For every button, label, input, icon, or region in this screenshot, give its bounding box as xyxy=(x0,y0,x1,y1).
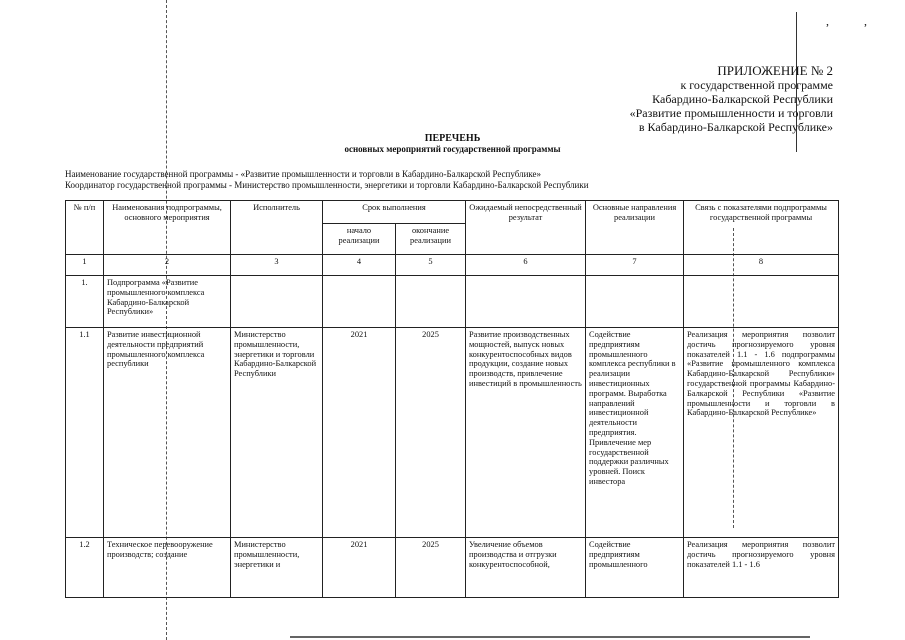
row-link: Реализация мероприятия позволит достичь прогнозируемого уровня показателей 1.1 - 1.6 xyxy=(684,538,839,598)
table-row xyxy=(66,328,839,538)
header-period: Срок выполнения xyxy=(323,201,466,224)
col-number: 7 xyxy=(586,255,684,276)
appendix-title: ПРИЛОЖЕНИЕ № 2 xyxy=(717,63,833,78)
row-start xyxy=(323,276,396,328)
row-name: Развитие инвестиционной деятельности предприятий промышленного комплекса республики xyxy=(104,328,231,538)
appendix-line: «Развитие промышленности и торговли xyxy=(629,106,833,120)
row-link xyxy=(684,276,839,328)
row-result xyxy=(466,276,586,328)
row-name: Техническое перевооружение производств; создание xyxy=(104,538,231,598)
next-page-bleed xyxy=(290,630,810,638)
program-name: Наименование государственной программы - «Развитие промышленности и торговли в Кабардино-Балкарской Республике» xyxy=(65,169,542,179)
header-directions: Основные направления реализации xyxy=(586,201,684,255)
appendix-line: к государственной программе xyxy=(680,78,833,92)
header-num: № п/п xyxy=(66,201,104,255)
row-end: 2025 xyxy=(396,328,466,538)
header-link: Связь с показателями подпрограммы государственной программы xyxy=(684,201,839,255)
row-directions: Содействие предприятиям промышленного комплекса республики в реализации инвестиционных программ. Выработка направлений инвестиционной деятельности предприятия. Привлечение мер государственной поддержки различных уровней. Поиск инвестора xyxy=(586,328,684,538)
col-number: 6 xyxy=(466,255,586,276)
header-end: окончание реализации xyxy=(396,224,466,255)
row-num: 1.2 xyxy=(66,538,104,598)
column-number-row xyxy=(66,255,839,276)
row-executor xyxy=(231,276,323,328)
row-num: 1.1 xyxy=(66,328,104,538)
row-end: 2025 xyxy=(396,538,466,598)
row-directions xyxy=(586,276,684,328)
header-name: Наименования подпрограммы, основного мероприятия xyxy=(104,201,231,255)
scan-dot: , xyxy=(826,14,829,28)
col-number: 3 xyxy=(231,255,323,276)
row-link: Реализация мероприятия позволит достичь прогнозируемого уровня показателей 1.1 - 1.6 подпрограммы «Развитие промышленного комплекса Кабардино-Балкарской Республики» государственной программы Кабардино-Балкарской Республики «Развитие промышленности и торговли в Кабардино-Балкарской Республике» xyxy=(684,328,839,538)
title-main: ПЕРЕЧЕНЬ xyxy=(424,133,481,144)
row-start: 2021 xyxy=(323,538,396,598)
program-meta xyxy=(65,169,589,191)
row-name: Подпрограмма «Развитие промышленного комплекса Кабардино-Балкарской Республики» xyxy=(104,276,231,328)
activities-table xyxy=(65,200,839,598)
row-executor: Министерство промышленности, энергетики и xyxy=(231,538,323,598)
header-result: Ожидаемый непосредственный результат xyxy=(466,201,586,255)
table-row xyxy=(66,538,839,598)
col-number: 1 xyxy=(66,255,104,276)
header-start: начало реализации xyxy=(323,224,396,255)
document-title xyxy=(0,133,905,155)
appendix-block xyxy=(630,64,833,134)
appendix-line: Кабардино-Балкарской Республики xyxy=(652,92,833,106)
row-end xyxy=(396,276,466,328)
col-number: 5 xyxy=(396,255,466,276)
header-executor: Исполнитель xyxy=(231,201,323,255)
row-executor: Министерство промышленности, энергетики и торговли Кабардино-Балкарской Республики xyxy=(231,328,323,538)
row-result: Развитие производственных мощностей, выпуск новых конкурентоспособных видов продукции, создание новых производств, привлечение инвестиций в промышленность xyxy=(466,328,586,538)
table-row xyxy=(66,276,839,328)
row-num: 1. xyxy=(66,276,104,328)
program-coordinator: Координатор государственной программы - Министерство промышленности, энергетики и торговли Кабардино-Балкарской Республики xyxy=(65,180,589,190)
scan-dot: , xyxy=(864,14,867,28)
col-number: 8 xyxy=(684,255,839,276)
col-number: 4 xyxy=(323,255,396,276)
row-directions: Содействие предприятиям промышленного xyxy=(586,538,684,598)
appendix-line: в Кабардино-Балкарской Республике» xyxy=(638,120,833,134)
title-sub: основных мероприятий государственной программы xyxy=(344,144,561,154)
row-start: 2021 xyxy=(323,328,396,538)
col-number: 2 xyxy=(104,255,231,276)
row-result: Увеличение объемов производства и отгрузки конкурентоспособной, xyxy=(466,538,586,598)
